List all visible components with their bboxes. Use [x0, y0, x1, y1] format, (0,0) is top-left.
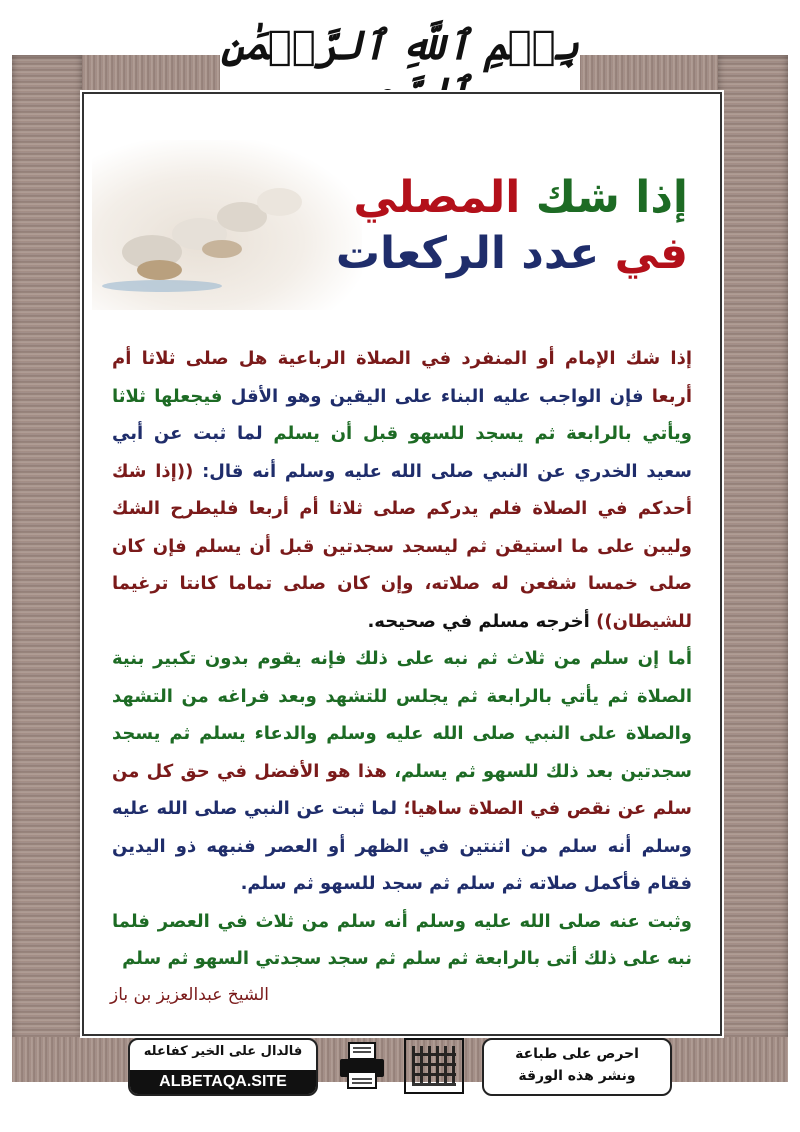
- paragraph-2c: لما ثبت عن النبي صلى الله عليه وسلم أنه سلم من اثنتين في الظهر أو العصر فنبهه ذو اليدين فقام فأكمل صلاته ثم سلم ثم سجد للسهو ثم سلم.: [112, 798, 692, 894]
- print-share-pill: [482, 1038, 672, 1096]
- paragraph-1d: فيجعلها ثلاثا ويأتي بالرابعة ثم يسجد للسهو قبل أن يسلم: [112, 385, 692, 444]
- footer: [128, 1038, 672, 1094]
- paragraph-3: وثبت عنه صلى الله عليه وسلم أنه سلم من ثلاث في العصر فلما نبه على ذلك أتى بالرابعة ثم سلم ثم سجد سجدتي السهو ثم سلم: [112, 910, 692, 969]
- basmala-calligraphy: بِسۡمِ ٱللَّهِ ٱلرَّحۡمَٰنِ: [220, 22, 580, 69]
- title-line-1: [353, 172, 688, 223]
- paragraph-1a: إذا شك الإمام أو المنفرد في الصلاة الرباعية هل صلى ثلاثا أم أربعا: [112, 348, 693, 407]
- decorative-frame-left: [12, 55, 82, 1082]
- paragraph-1e: لما ثبت عن أبي سعيد الخدري عن النبي صلى الله عليه وسلم أنه قال:: [112, 423, 692, 482]
- logo-calligraphy: [412, 1046, 456, 1086]
- print-reminder-line-2: ونشر هذه الورقة: [518, 1068, 636, 1084]
- website-url[interactable]: ALBETAQA.SITE: [130, 1070, 316, 1094]
- paragraph-1b: فإن الواجب عليه: [492, 385, 644, 407]
- dawah-logo: [404, 1038, 464, 1094]
- title-rakat-count: عدد الركعات: [335, 228, 600, 279]
- title-line-2: [336, 228, 688, 279]
- prayer-photo: [92, 140, 362, 310]
- website-pill[interactable]: [128, 1038, 318, 1096]
- title-in: في: [614, 228, 688, 279]
- paragraph-2b: هذا هو الأفضل في حق كل من سلم عن نقص في الصلاة ساهيا؛: [112, 760, 692, 819]
- hadith-quote: ((إذا شك أحدكم في الصلاة فلم يدركم صلى ثلاثا أم أربعا فليطرح الشك وليبن على ما استيقن ثم ليسجد سجدتين قبل أن يسلم فإن كان صلى خمسا شفعن له صلاته، وإن كان صلى تماما كانتا ترغيما للشيطان)): [112, 460, 692, 632]
- title-if-doubt: إذا شك: [535, 172, 688, 223]
- title-worshipper: المصلي: [353, 172, 521, 223]
- print-reminder-line-1: احرص على طباعة: [515, 1046, 639, 1062]
- article-body: [112, 340, 692, 978]
- paragraph-1c: البناء على اليقين وهو الأقل: [230, 385, 485, 407]
- printer-icon: [336, 1040, 388, 1092]
- hadith-source: أخرجه مسلم في صحيحه.: [367, 610, 590, 632]
- footer-saying: فالدال على الخير كفاعله: [143, 1044, 303, 1059]
- author-signature: الشيخ عبدالعزيز بن باز: [110, 985, 269, 1005]
- decorative-frame-right: [718, 55, 788, 1082]
- paragraph-2a: أما إن سلم من ثلاث ثم نبه على ذلك فإنه يقوم بدون تكبير بنية الصلاة ثم يأتي بالرابعة ثم يجلس للتشهد وبعد فراغه من التشهد والصلاة على النبي صلى الله عليه وسلم والدعاء يسلم ثم يسجد سجدتين بعد ذلك للسهو ثم يسلم،: [112, 648, 692, 782]
